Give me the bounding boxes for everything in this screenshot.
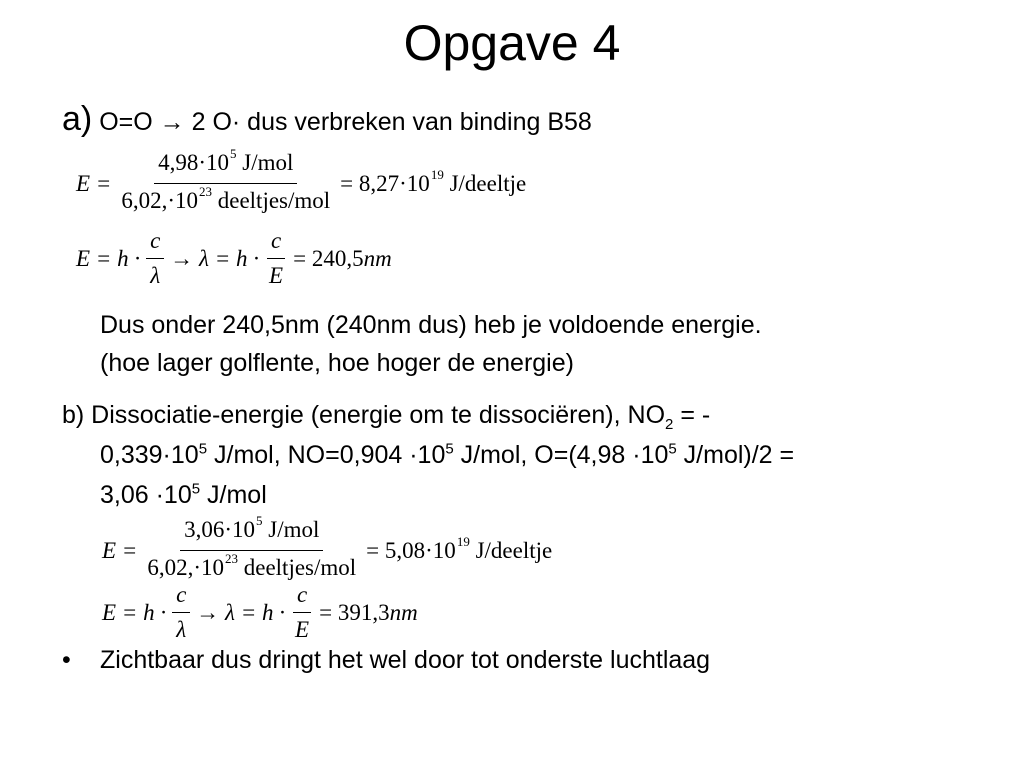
eq-lhs: E =	[76, 170, 112, 196]
part-a-reactant: O=O	[99, 108, 153, 136]
bullet-text: Zichtbaar dus dringt het wel door tot onderste luchtlaag	[100, 646, 711, 674]
bullet-icon: •	[62, 646, 71, 674]
c-over-e: $\frac{c}{E}$	[265, 226, 287, 291]
energy-fraction	[143, 515, 360, 586]
fraction-denominator: $6,02,\cdot 10^{23}$ deeltjes/mol	[121, 184, 331, 213]
part-a-product: 2 O· dus verbreken van binding B58	[191, 108, 592, 136]
part-b-line-3: $3,06 \cdot 10^5$ J/mol	[100, 480, 267, 509]
part-b-wavelength-equation: E = h · $\frac{c}{\lambda}$ → λ = h · $\frac{c}{E}$ = 391,3nm	[102, 580, 418, 645]
slide-title: Opgave 4	[403, 15, 621, 71]
c-over-e: $\frac{c}{E}$	[291, 580, 313, 645]
fraction-numerator: $3,06\cdot 10^5$ J/mol	[180, 515, 323, 551]
part-a-line	[62, 100, 592, 141]
part-b-line-1: b) Dissociatie-energie (energie om te dissociëren), $NO_2$ = -	[62, 401, 711, 433]
energy-fraction	[117, 148, 334, 219]
bullet-item	[62, 641, 71, 679]
part-a-conclusion-2: (hoe lager golflente, hoe hoger de energie)	[100, 349, 574, 377]
c-over-lambda: $\frac{c}{\lambda}$	[172, 580, 190, 645]
part-a-conclusion-1: Dus onder 240,5nm (240nm dus) heb je voldoende energie.	[100, 311, 762, 339]
fraction-denominator: $6,02,\cdot 10^{23}$ deeltjes/mol	[147, 551, 357, 580]
eq-result: = $8,27\cdot 10^{19}$ J/deeltje	[340, 166, 527, 196]
part-a-wavelength-equation: E = h · $\frac{c}{\lambda}$ → λ = h · $\frac{c}{E}$ = 240,5nm	[76, 226, 392, 291]
c-over-lambda: $\frac{c}{\lambda}$	[146, 226, 164, 291]
part-b-energy-equation: E = $\frac{3,06\cdot 10^5 J/mol}{6,02,\cdot 10^{23} deeltjes/mol}$ = $5,08\cdot 10^{19}$ J/deeltje	[102, 515, 552, 586]
part-a-energy-equation	[76, 148, 526, 219]
wavelength-result: = 240,5nm	[293, 245, 392, 271]
eq-result: = $5,08\cdot 10^{19}$ J/deeltje	[366, 533, 553, 563]
part-b-line-2: $0,339\cdot 10^5$ J/mol, $NO=0,904 \cdot 10^5$ J/mol, $O=(4,98 \cdot 10^5$ J/mol)/2 =	[100, 440, 795, 469]
arrow-icon: →	[159, 108, 185, 136]
fraction-numerator: $4,98\cdot 10^5$ J/mol	[154, 148, 297, 184]
wavelength-result: = 391,3nm	[319, 599, 418, 625]
part-a-label: a)	[62, 100, 93, 138]
